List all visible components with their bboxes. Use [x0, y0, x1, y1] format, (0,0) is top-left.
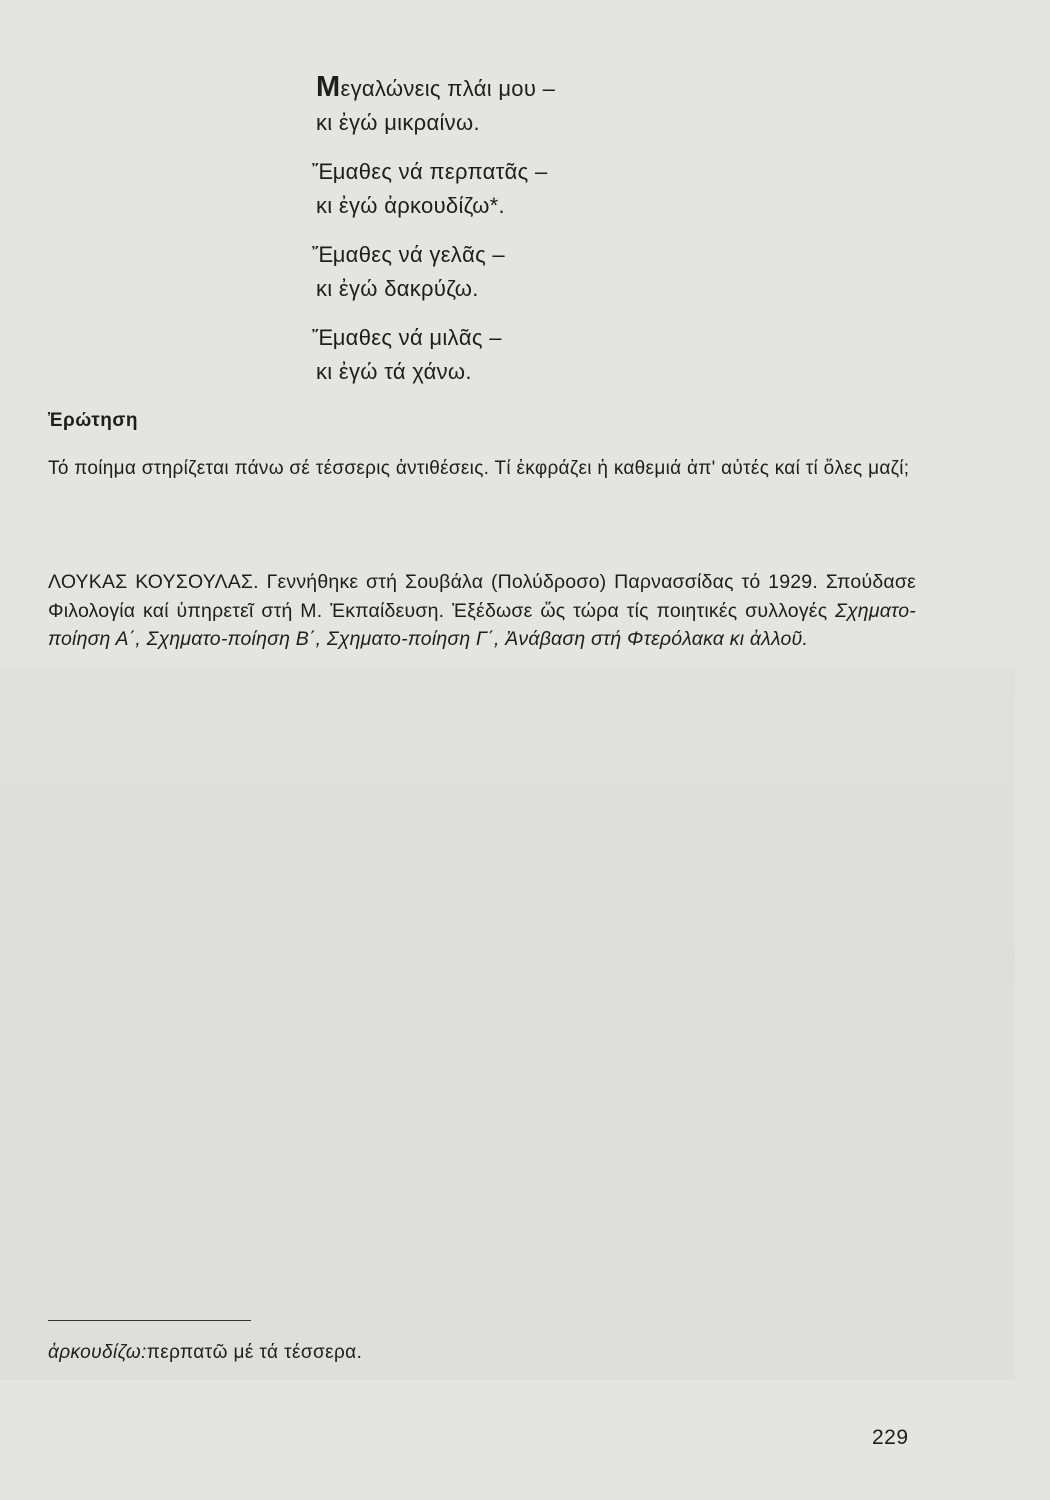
poem-line: κι ἐγώ δακρύζω. [316, 276, 479, 301]
question-heading: Ἐρώτηση [48, 410, 138, 431]
poem-line: Ἔμαθες νά περπατᾶς – [312, 159, 548, 184]
author-biography [48, 568, 916, 654]
poem-stanza [312, 70, 555, 140]
bio-works: Σχηματο-ποίηση Α΄, Σχηματο-ποίηση Β΄, Σχηματο-ποίηση Γ΄, Ἀνάβαση στή Φτερόλακα κι ἀλλοῦ. [48, 599, 916, 650]
question-text: Τό ποίημα στηρίζεται πάνω σέ τέσσερις ἀντιθέσεις. Τί ἐκφράζει ἡ καθεμιά ἀπ' αὐτές καί τί ὅλες μαζί; [48, 458, 910, 479]
poem-line [312, 70, 555, 106]
footnote-definition: περπατῶ μέ τά τέσσερα. [146, 1342, 363, 1363]
poem-line-text: εγαλώνεις πλάι μου – [340, 76, 556, 101]
poem-stanza [312, 321, 555, 389]
poem-line: κι ἐγώ μικραίνω. [316, 110, 480, 135]
page-number: 229 [872, 1426, 909, 1449]
bio-text: ΛΟΥΚΑΣ ΚΟΥΣΟΥΛΑΣ. Γεννήθηκε στή Σουβάλα (Πολύδροσο) Παρνασσίδας τό 1929. Σπούδασε Φιλολογία καί ὑπηρετεῖ στή Μ. Ἐκπαίδευση. Ἐξέδωσε ὥς τώρα τίς ποιητικές συλλογές [48, 571, 916, 622]
drop-cap: Μ [316, 71, 341, 103]
poem [312, 70, 555, 404]
footnote-divider [48, 1320, 251, 1321]
poem-stanza [312, 238, 555, 306]
poem-line: κι ἐγώ ἀρκουδίζω*. [316, 193, 505, 218]
poem-line: Ἔμαθες νά μιλᾶς – [312, 325, 502, 350]
poem-line: Ἔμαθες νά γελᾶς – [312, 242, 505, 267]
poem-line: κι ἐγώ τά χάνω. [316, 359, 472, 384]
footnote [48, 1340, 362, 1366]
footnote-term: ἀρκουδίζω: [48, 1342, 147, 1363]
poem-stanza [312, 155, 555, 223]
background-photo-showthrough [0, 668, 1015, 1380]
